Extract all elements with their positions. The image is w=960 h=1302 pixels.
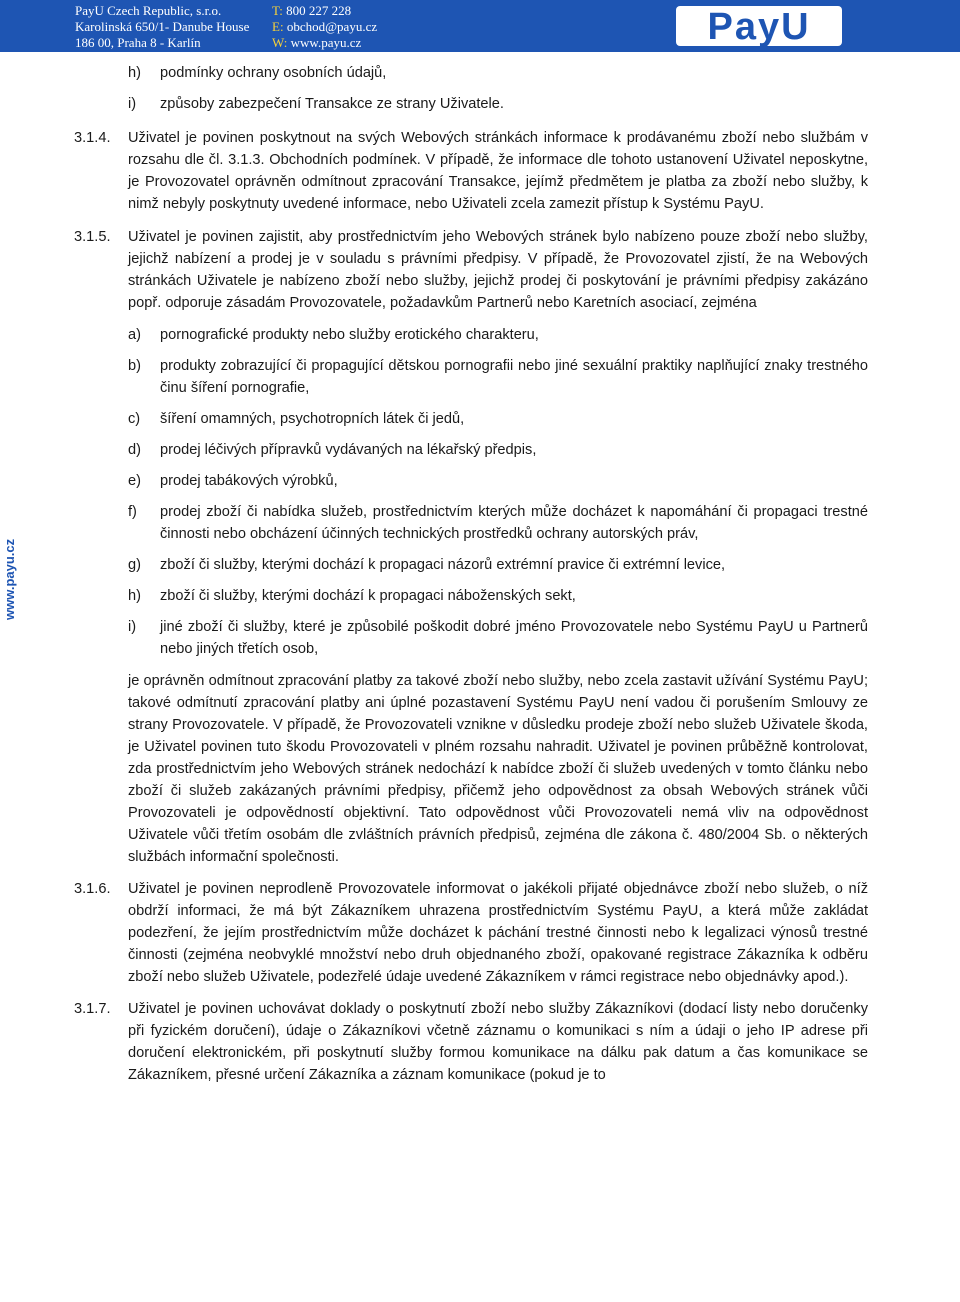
phone-line (272, 3, 377, 19)
item-label: f) (128, 504, 137, 520)
list-item (128, 93, 868, 115)
item-text: prodej léčivých přípravků vydávaných na lékařský předpis, (160, 442, 537, 458)
document-body (74, 62, 868, 1086)
section-text: Uživatel je povinen zajistit, aby prostřednictvím jeho Webových stránek bylo nabízeno pouze zboží nebo služby, jejichž nabízení a prodej je v souladu s právními předpisy. V případě, že Provozovatel zjistí, že na Webových stránkách Uživatele je nabízeno zboží nebo služby, jejichž prodej či poskytování je právními předpisy zakázáno popř. odporuje zásadám Provozovatele, požadavkům Partnerů nebo Karetních asociací, zejména (128, 229, 868, 311)
email-key: E: (272, 19, 284, 34)
list-item (128, 616, 868, 660)
company-street: Karolinská 650/1- Danube House (75, 19, 250, 34)
section-text: Uživatel je povinen uchovávat doklady o poskytnutí zboží nebo služby Zákazníkovi (dodací listy nebo doručenky při fyzickém doručení), údaje o Zákazníkovi včetně záznamu o komunikaci s ním a údaji o jeho IP adrese při doručení elektronickém, při poskytnutí služby formou komunikace na dálku pak datum a čas komunikace se Zákazníkem, přesné určení Zákazníka a záznam komunikace (pokud je to (128, 1001, 868, 1083)
web-line (272, 35, 377, 51)
section-content (128, 226, 868, 868)
item-text: produkty zobrazující či propagující dětskou pornografii nebo jiné sexuální praktiky naplňující znaky trestného činu šíření pornografie, (160, 358, 868, 396)
list-item (128, 554, 868, 576)
list-item (128, 324, 868, 346)
list-item (128, 439, 868, 461)
section-number: 3.1.7. (74, 1001, 111, 1017)
section-3-1-7 (74, 998, 868, 1086)
list-item (128, 585, 868, 607)
item-text: zboží či služby, kterými dochází k propagaci náboženských sekt, (160, 588, 576, 604)
continued-list (128, 62, 868, 115)
phone-value: 800 227 228 (286, 3, 352, 18)
company-city: 186 00, Praha 8 - Karlín (75, 35, 201, 50)
letterhead-bar (0, 0, 960, 52)
list-item (128, 408, 868, 430)
email-line (272, 19, 377, 35)
section-closing-text: je oprávněn odmítnout zpracování platby za takové zboží nebo služby, nebo zcela zastavit užívání Systému PayU; takové odmítnutí zpracování platby ani úplné pozastavení Systému PayU není vadou či porušením Smlouvy ze strany Provozovatele. V případě, že Provozovateli vznikne v důsledku prodeje zboží nebo služeb Uživatele škoda, je Uživatel povinen tuto škodu Provozovateli v plném rozsahu nahradit. Uživatel je povinen průběžně kontrolovat, zda prostřednictvím jeho Webových stránek nedochází k nabídce zboží či služeb uvedených v tomto článku nebo zboží či služeb zakázaných právními předpisy, přičemž jeho odpovědnost za obsah Webových stránek vůči Provozovateli je odpovědností objektivní. Tato odpovědnost vůči Provozovateli nemá vliv na odpovědnost Uživatele vůči třetím osobám dle zvláštních právních předpisů, zejména dle zákona č. 480/2004 Sb. o některých službách informační společnosti. (128, 673, 868, 865)
item-text: způsoby zabezpečení Transakce ze strany Uživatele. (160, 96, 504, 112)
section-3-1-4 (74, 127, 868, 215)
item-text: prodej zboží či nabídka služeb, prostřednictvím kterých může docházet k napomáhání či propagaci trestné činnosti nebo obcházení účinných technických prostředků ochrany autorských práv, (160, 504, 868, 542)
company-address (75, 3, 249, 51)
section-number: 3.1.4. (74, 130, 111, 146)
item-label: i) (128, 96, 137, 112)
section-number: 3.1.5. (74, 229, 111, 245)
item-label: e) (128, 473, 141, 489)
payu-logo (676, 6, 842, 46)
item-label: c) (128, 411, 141, 427)
item-label: d) (128, 442, 141, 458)
list-item (128, 355, 868, 399)
item-text: šíření omamných, psychotropních látek či jedů, (160, 411, 465, 427)
item-label: h) (128, 588, 141, 604)
side-web-url: www.payu.cz (2, 538, 17, 620)
section-text: Uživatel je povinen neprodleně Provozovatele informovat o jakékoli přijaté objednávce zboží nebo služeb, o níž obdrží informaci, že má být Zákazníkem uhrazena prostřednictvím Systému PayU, a která může zakládat podezření, že jejím prostřednictvím může docházet k páchání trestné činnosti nebo k legalizaci výnosů trestné činnosti (zejména neobvyklé množství nebo druh objednaného zboží, opakované registrace Zákazníka k odběru zboží nebo služeb Uživatele, podezřelé údaje uvedené Zákazníkem v rámci registrace nebo objednávky apod.). (128, 881, 868, 985)
item-text: zboží či služby, kterými dochází k propagaci názorů extrémní pravice či extrémní levice, (160, 557, 726, 573)
section-3-1-5 (74, 226, 868, 868)
logo-text: PayU (707, 6, 811, 46)
item-label: i) (128, 619, 137, 635)
section-number: 3.1.6. (74, 881, 111, 897)
list-item (128, 62, 868, 84)
prohibited-goods-list (128, 324, 868, 660)
item-label: g) (128, 557, 141, 573)
item-text: podmínky ochrany osobních údajů, (160, 65, 387, 81)
email-value[interactable]: obchod@payu.cz (286, 19, 378, 34)
phone-key: T: (272, 3, 283, 18)
item-label: a) (128, 327, 141, 343)
item-text: prodej tabákových výrobků, (160, 473, 338, 489)
web-key: W: (272, 35, 288, 50)
list-item (128, 501, 868, 545)
section-3-1-6 (74, 878, 868, 988)
item-text: pornografické produkty nebo služby erotického charakteru, (160, 327, 539, 343)
web-value[interactable]: www.payu.cz (290, 35, 362, 50)
item-label: b) (128, 358, 141, 374)
company-contacts (272, 3, 377, 51)
list-item (128, 470, 868, 492)
company-name: PayU Czech Republic, s.r.o. (75, 3, 222, 18)
item-label: h) (128, 65, 141, 81)
item-text: jiné zboží či služby, které je způsobilé poškodit dobré jméno Provozovatele nebo Systému PayU u Partnerů nebo jiných třetích osob, (160, 619, 868, 657)
section-text: Uživatel je povinen poskytnout na svých Webových stránkách informace k prodávanému zboží nebo službám v rozsahu dle čl. 3.1.3. Obchodních podmínek. V případě, že informace dle tohoto ustanovení Uživatel neposkytne, je Provozovatel oprávněn odmítnout zpracování Transakce, jejímž předmětem je platba za zboží nebo služby, k nimž nebyly poskytnuty uvedené informace, nebo Uživateli zcela zamezit přístup k Systému PayU. (128, 130, 868, 212)
